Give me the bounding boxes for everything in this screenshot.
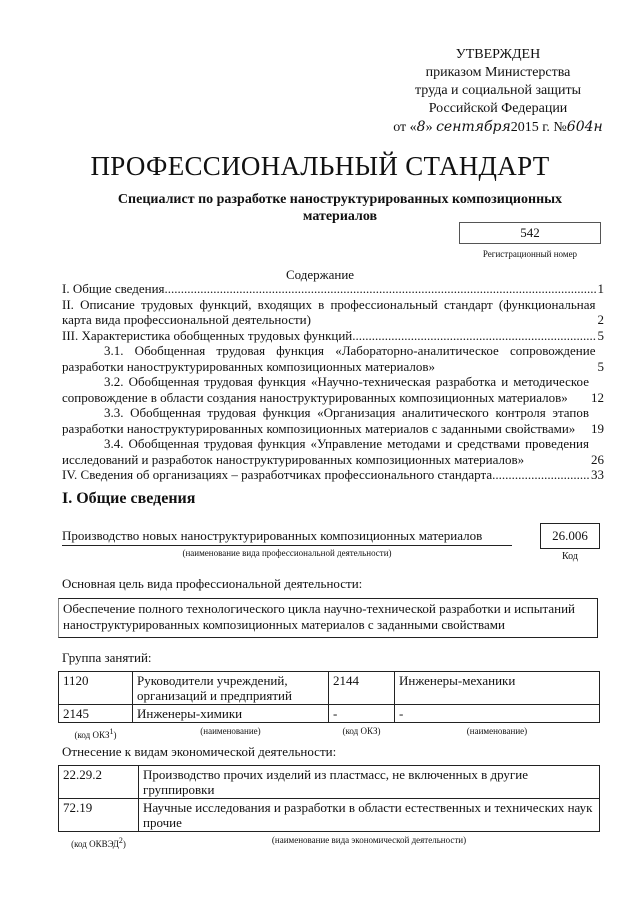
okz-code-caption: (код ОКЗ): [342, 726, 381, 736]
table-row: [59, 705, 600, 723]
toc-item-text: I. Общие сведения: [62, 281, 165, 296]
toc-item-page: 33: [591, 467, 604, 482]
page-title: ПРОФЕССИОНАЛЬНЫЙ СТАНДАРТ: [90, 151, 550, 181]
approval-month: сентября: [436, 119, 511, 135]
approval-number: 604н: [566, 119, 603, 135]
okz-code: -: [329, 705, 395, 723]
toc-leader: [492, 467, 589, 483]
okved-name-caption: (наименование вида экономической деятельности): [271, 835, 467, 845]
okz-name: -: [395, 705, 600, 723]
toc-item-page: 12: [591, 389, 604, 405]
toc-item-text: II. Описание трудовых функций, входящих в профессиональный стандарт (функциональная карта вида профессиональной деятельности): [62, 296, 596, 327]
toc-item[interactable]: [62, 467, 604, 483]
registration-label: Регистрационный номер: [482, 249, 578, 259]
registration-number: 542: [459, 222, 601, 244]
caption-row: [59, 723, 600, 745]
toc-item-page: 26: [591, 451, 604, 467]
toc-heading: Содержание: [285, 267, 355, 282]
caption-text: (код ОКЗ: [74, 730, 110, 740]
okz-code: 1120: [59, 672, 133, 705]
toc-item-page: 19: [591, 420, 604, 436]
table-row: [59, 766, 600, 799]
toc-item[interactable]: [62, 374, 604, 405]
approval-line-3: Российской Федерации: [428, 101, 568, 116]
toc-item-text: III. Характеристика обобщенных трудовых функций: [62, 327, 353, 343]
toc-item[interactable]: [62, 281, 604, 297]
section-heading: I. Общие сведения: [62, 490, 196, 507]
toc-item-page: 5: [597, 327, 604, 343]
toc-item[interactable]: [62, 436, 604, 467]
econ-label: Отнесение к видам экономической деятельности:: [62, 744, 337, 759]
okz-name: Руководители учреждений, организаций и предприятий: [133, 672, 329, 705]
approval-line-1: приказом Министерства: [425, 65, 571, 80]
okved-code: 22.29.2: [59, 766, 139, 799]
toc-item-text: 3.2. Обобщенная трудовая функция «Научно-техническая разработка и методическое сопровождение в области создания наноструктурированных композиционных материалов»: [62, 374, 589, 405]
toc-item-text: 3.1. Обобщенная трудовая функция «Лабораторно-аналитическое сопровождение разработки наноструктурированных композиционных материалов»: [62, 343, 596, 374]
toc-leader: [165, 281, 596, 297]
goal-text: Обеспечение полного технологического цикла научно-технической разработки и испытаний наноструктурированных композиционных материалов с заданными свойствами: [58, 598, 598, 638]
date-mid: »: [425, 120, 437, 135]
toc-item[interactable]: [62, 328, 604, 344]
toc-item-page: 1: [597, 281, 604, 296]
toc-item-page: 5: [597, 358, 604, 374]
table-row: [59, 672, 600, 705]
approval-line-2: труда и социальной защиты: [415, 83, 581, 98]
caption-text: (код ОКВЭД: [71, 839, 119, 849]
okz-code-caption: (код ОКЗ$^1$): [74, 727, 117, 740]
activity-kind: Производство новых наноструктурированных композиционных материалов: [62, 528, 483, 543]
caption-row: [59, 832, 600, 854]
okved-name: Производство прочих изделий из пластмасс, не включенных в другие группировки: [139, 766, 600, 799]
activity-code: 26.006: [540, 523, 600, 549]
okved-name: Научные исследования и разработки в области естественных и технических наук прочие: [139, 799, 600, 832]
toc-item[interactable]: [62, 343, 604, 374]
toc-item-text: 3.3. Обобщенная трудовая функция «Организация аналитического контроля этапов разработки наноструктурированных композиционных материалов с заданными свойствами»: [62, 405, 589, 436]
toc-item-text: 3.4. Обобщенная трудовая функция «Управление методами и средствами проведения исследований и разработок наноструктурированных композиционных материалов»: [62, 436, 589, 467]
goal-label: Основная цель вида профессиональной деятельности:: [62, 576, 363, 591]
okz-name: Инженеры-механики: [395, 672, 600, 705]
date-prefix: от «: [393, 120, 417, 135]
okz-name-caption: (наименование): [466, 726, 528, 736]
page-subtitle: Специалист по разработке наноструктурированных композиционных материалов: [117, 192, 563, 224]
approval-block: [393, 46, 603, 137]
table-row: [59, 799, 600, 832]
group-label: Группа занятий:: [62, 650, 152, 665]
okved-code-caption: (код ОКВЭД$^2$): [71, 836, 126, 849]
okved-code: 72.19: [59, 799, 139, 832]
approval-title: УТВЕРЖДЕН: [455, 47, 541, 62]
activity-kind-underline: [62, 545, 512, 546]
approval-day: 8: [416, 119, 426, 135]
okz-name-caption: (наименование): [200, 726, 261, 736]
approval-date-line: [393, 118, 603, 137]
activity-kind-caption: (наименование вида профессиональной деятельности): [182, 548, 392, 558]
okz-code: 2145: [59, 705, 133, 723]
activity-code-caption: Код: [562, 551, 578, 562]
toc-item-page: 2: [597, 312, 604, 327]
table-of-contents: [62, 281, 604, 483]
toc-item[interactable]: [62, 405, 604, 436]
okz-name: Инженеры-химики: [133, 705, 329, 723]
footnote-mark[interactable]: 2: [118, 836, 123, 845]
okz-code: 2144: [329, 672, 395, 705]
occupation-group-table: [58, 671, 600, 744]
economic-activity-table: [58, 765, 600, 853]
approval-year: 2015 г. №: [510, 120, 567, 135]
footnote-mark[interactable]: 1: [109, 727, 114, 736]
toc-item-text: IV. Сведения об организациях – разработчиках профессионального стандарта: [62, 467, 493, 482]
toc-leader: [352, 328, 595, 344]
toc-item[interactable]: [62, 297, 604, 328]
